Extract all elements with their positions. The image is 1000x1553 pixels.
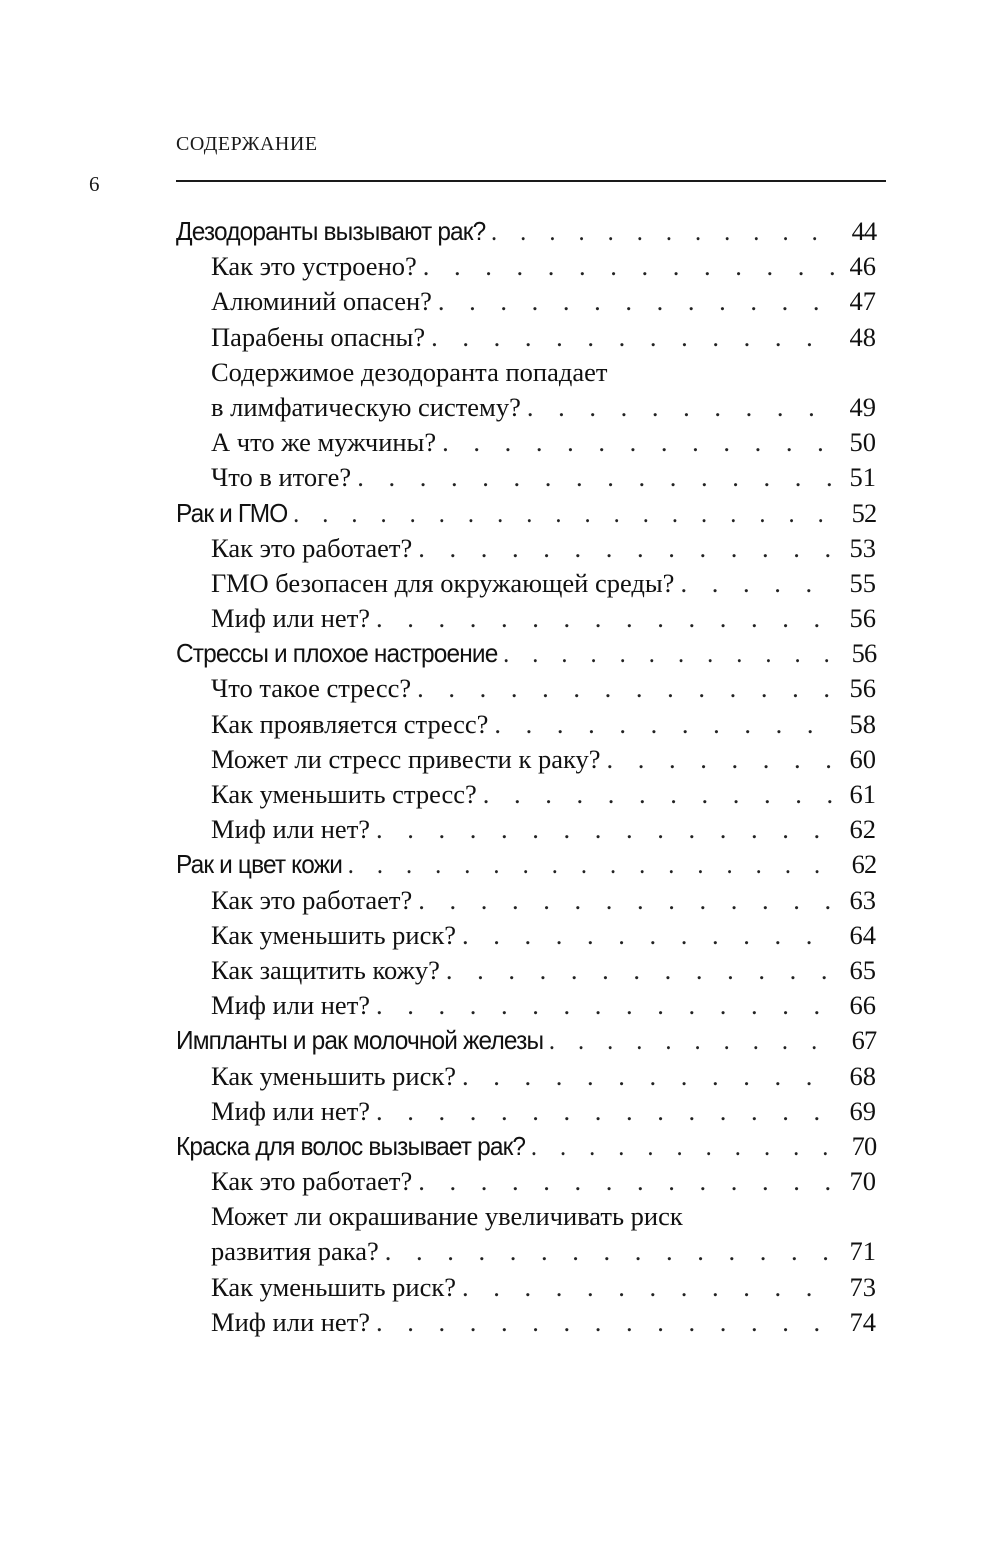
page-ref: 60 <box>849 743 876 774</box>
toc-subsection[interactable] <box>176 744 876 779</box>
subsection-title: А что же мужчины? <box>211 427 437 458</box>
subsection-title: Миф или нет? <box>211 814 371 845</box>
page-ref: 71 <box>849 1236 876 1267</box>
toc-section[interactable] <box>176 1025 876 1131</box>
toc-subsection[interactable] <box>176 1096 876 1131</box>
subsection-title: Как уменьшить риск? <box>211 919 456 950</box>
dot-leader <box>431 322 838 353</box>
toc-section[interactable] <box>176 498 876 639</box>
page-ref: 69 <box>849 1095 876 1126</box>
page-ref: 70 <box>849 1166 876 1197</box>
dot-leader <box>293 499 840 529</box>
page-ref: 53 <box>849 532 876 563</box>
page-ref: 65 <box>849 954 876 985</box>
subsection-title: Миф или нет? <box>211 990 371 1021</box>
page-ref: 58 <box>849 708 876 739</box>
dot-leader <box>376 603 838 634</box>
toc-subsection[interactable] <box>176 885 876 920</box>
page-ref: 51 <box>849 462 876 493</box>
dot-leader <box>357 462 838 493</box>
section-title: Краска для волос вызывает рак? <box>176 1130 526 1161</box>
page-ref: 47 <box>849 286 876 317</box>
dot-leader <box>531 1132 841 1162</box>
section-title: Дезодоранты вызывают рак? <box>176 216 486 246</box>
dot-leader <box>348 850 841 880</box>
toc-section[interactable] <box>176 638 876 849</box>
subsection-title: ГМО безопасен для окружающей среды? <box>211 567 675 598</box>
toc-subsection[interactable] <box>176 709 876 744</box>
toc-subsection[interactable] <box>176 955 876 990</box>
dot-leader <box>376 1307 838 1338</box>
dot-leader <box>462 1061 838 1092</box>
subsection-title: Алюминий опасен? <box>211 286 432 317</box>
page-ref: 52 <box>851 497 877 528</box>
toc-section[interactable] <box>176 216 876 498</box>
dot-leader <box>418 1166 838 1197</box>
dot-leader <box>462 920 838 951</box>
page-ref: 66 <box>849 990 876 1021</box>
dot-leader <box>418 533 838 564</box>
toc-subsection[interactable] <box>176 920 876 955</box>
subsection-title: Как это работает? <box>211 532 413 563</box>
toc-subsection[interactable] <box>176 673 876 708</box>
page-ref: 70 <box>851 1130 877 1161</box>
subsection-title: Как это устроено? <box>211 251 417 282</box>
toc-subsection[interactable] <box>176 1307 876 1342</box>
toc-subsection[interactable] <box>176 1061 876 1096</box>
subsection-title-line1: Содержимое дезодоранта попадает <box>211 356 608 387</box>
toc-section[interactable] <box>176 1131 876 1342</box>
toc-subsection[interactable] <box>176 1166 876 1201</box>
page-ref: 68 <box>849 1060 876 1091</box>
dot-leader <box>418 885 838 916</box>
toc-subsection[interactable] <box>176 533 876 568</box>
table-of-contents <box>176 216 876 1342</box>
dot-leader <box>607 744 838 775</box>
page-ref: 64 <box>849 919 876 950</box>
subsection-title: Миф или нет? <box>211 1095 371 1126</box>
toc-subsection[interactable] <box>176 357 876 427</box>
dot-leader <box>385 1236 838 1267</box>
subsection-title: Что в итоге? <box>211 462 352 493</box>
subsection-title: Может ли стресс привести к раку? <box>211 743 601 774</box>
toc-subsection[interactable] <box>176 1272 876 1307</box>
dot-leader <box>438 286 838 317</box>
page-ref: 74 <box>849 1306 876 1337</box>
page-ref: 61 <box>849 779 876 809</box>
dot-leader <box>376 990 838 1021</box>
toc-subsection[interactable] <box>176 251 876 286</box>
toc-section[interactable] <box>176 849 876 1025</box>
subsection-title: Парабены опасны? <box>211 321 426 352</box>
dot-leader <box>376 814 838 845</box>
dot-leader <box>491 217 841 247</box>
page-ref: 56 <box>851 638 877 669</box>
toc-subsection[interactable] <box>176 427 876 462</box>
subsection-title: Как защитить кожу? <box>211 954 440 985</box>
dot-leader <box>446 955 838 986</box>
subsection-title: Как уменьшить стресс? <box>211 779 477 809</box>
dot-leader <box>494 709 838 740</box>
subsection-title: Что такое стресс? <box>211 673 412 704</box>
page-ref: 55 <box>849 567 876 598</box>
subsection-title: Как проявляется стресс? <box>211 708 489 739</box>
dot-leader <box>680 568 838 599</box>
subsection-title-line1: Может ли окрашивание увеличивать риск <box>211 1201 683 1232</box>
page-ref: 56 <box>849 673 876 704</box>
running-head: СОДЕРЖАНИЕ <box>176 133 318 155</box>
page-ref: 44 <box>851 216 877 246</box>
toc-subsection[interactable] <box>176 1201 876 1271</box>
subsection-title: Миф или нет? <box>211 603 371 634</box>
section-title: Стрессы и плохое настроение <box>176 638 498 669</box>
page-ref: 62 <box>851 849 877 880</box>
subsection-title: Как уменьшить риск? <box>211 1271 456 1302</box>
dot-leader <box>527 392 838 423</box>
toc-subsection[interactable] <box>176 990 876 1025</box>
page-number: 6 <box>89 172 100 196</box>
subsection-title: Как это работает? <box>211 1166 413 1197</box>
section-title: Рак и цвет кожи <box>176 849 343 880</box>
subsection-title: развития рака? <box>211 1236 379 1267</box>
page-ref: 63 <box>849 884 876 915</box>
dot-leader <box>483 779 838 810</box>
page-ref: 67 <box>851 1025 877 1056</box>
dot-leader <box>376 1096 838 1127</box>
page-ref: 62 <box>849 814 876 845</box>
subsection-title: Как уменьшить риск? <box>211 1060 456 1091</box>
page-ref: 50 <box>849 427 876 458</box>
toc-subsection[interactable] <box>176 603 876 638</box>
dot-leader <box>417 673 838 704</box>
section-title: Импланты и рак молочной железы <box>176 1025 544 1056</box>
subsection-title: Миф или нет? <box>211 1306 371 1337</box>
page-ref: 73 <box>849 1271 876 1302</box>
toc-subsection[interactable] <box>176 462 876 497</box>
page-ref: 56 <box>849 603 876 634</box>
dot-leader <box>423 251 838 282</box>
subsection-title: Как это работает? <box>211 884 413 915</box>
dot-leader <box>549 1026 841 1056</box>
page-ref: 48 <box>849 321 876 352</box>
dot-leader <box>442 427 838 458</box>
page-ref: 46 <box>849 251 876 282</box>
header-rule <box>176 180 886 182</box>
dot-leader <box>462 1272 838 1303</box>
toc-subsection[interactable] <box>176 568 876 603</box>
toc-subsection[interactable] <box>176 779 876 814</box>
dot-leader <box>503 639 840 669</box>
section-title: Рак и ГМО <box>176 497 288 528</box>
toc-subsection[interactable] <box>176 286 876 321</box>
toc-subsection[interactable] <box>176 322 876 357</box>
subsection-title: в лимфатическую систему? <box>211 391 521 422</box>
toc-subsection[interactable] <box>176 814 876 849</box>
page-ref: 49 <box>849 391 876 422</box>
